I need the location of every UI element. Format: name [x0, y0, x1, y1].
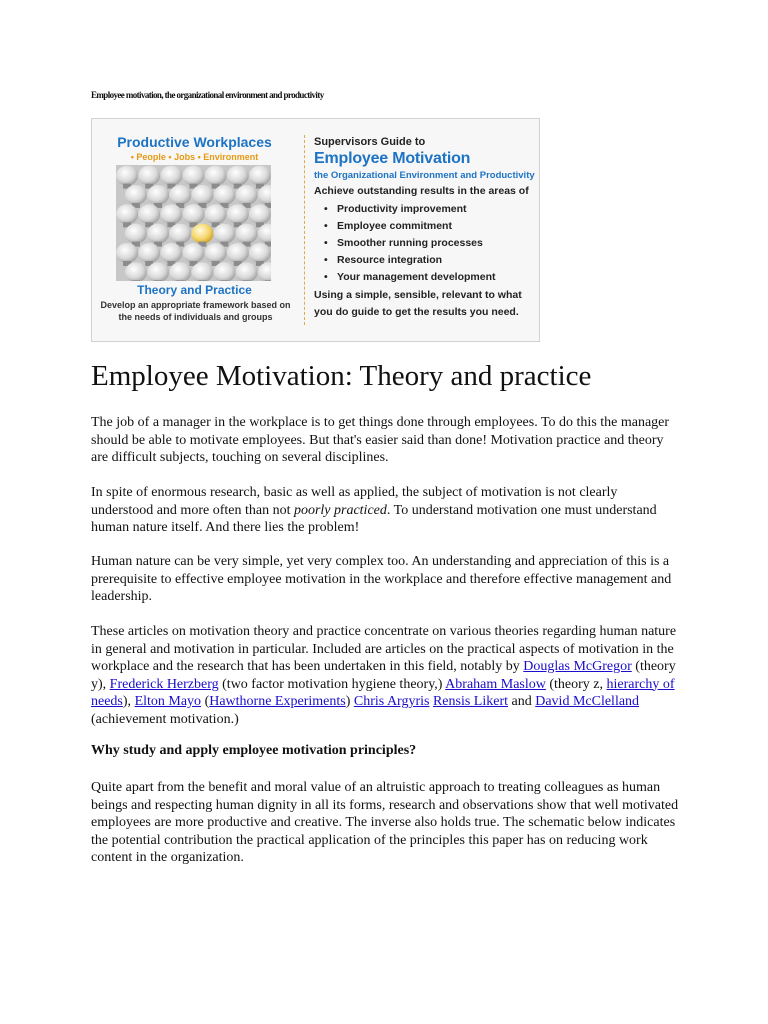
guide-banner	[91, 118, 540, 342]
paragraph-text: . To understand motivation one must understand human nature itself. And there lies the problem!	[91, 502, 657, 535]
bulb	[138, 166, 160, 186]
banner-guide-closing: Using a simple, sensible, relevant to what you do guide to get the results you need.	[314, 289, 522, 318]
section-heading: Why study and apply employee motivation principles?	[91, 743, 417, 758]
bulb	[169, 185, 191, 205]
lightbulbs-image	[116, 165, 271, 281]
bulb	[183, 166, 205, 186]
bulb-base	[221, 280, 229, 281]
bulb	[205, 243, 227, 263]
bulb	[160, 166, 182, 186]
banner-guide-subtitle: the Organizational Environment and Productivity	[314, 170, 535, 181]
paragraph-why-study: Quite apart from the benefit and moral value of an altruistic approach to treating colleagues as human beings and respecting human dignity in all its forms, research and observations show that well motivated employees are more productive and creative. The inverse also holds true. The schematic below indicates the potential contribution the practical application of the principles this paper has on reducing work content in the organization.	[91, 780, 679, 865]
bulb	[205, 204, 227, 224]
paragraph-text: These articles on motivation theory and practice concentrate on various theories regarding human nature in general and motivation in particular. Included are articles on the practical aspects of motivation in the workplace and the research that has been undertaken in this field, notably by	[91, 624, 677, 674]
paragraph-text: (theory y),	[91, 659, 676, 692]
bulb	[138, 204, 160, 224]
bulb	[169, 224, 191, 244]
bulb-base	[154, 280, 162, 281]
banner-bullet: • Productivity improvement	[314, 201, 496, 218]
bulb	[214, 185, 236, 205]
paragraph-research	[91, 484, 681, 537]
main-heading: Employee Motivation: Theory and practice	[91, 360, 592, 392]
link-chris-argyris[interactable]: Chris Argyris	[353, 694, 430, 709]
bulb	[205, 166, 227, 186]
banner-bullet: • Smoother running processes	[314, 235, 496, 252]
bulb	[236, 185, 258, 205]
bulb	[227, 166, 249, 186]
bulb	[147, 185, 169, 205]
banner-right-panel	[314, 119, 538, 341]
banner-left-panel	[92, 119, 297, 341]
glowing-bulb	[191, 224, 213, 244]
bulb	[138, 243, 160, 263]
paragraph-text: (	[201, 694, 210, 709]
paragraph-human-nature: Human nature can be very simple, yet very complex too. An understanding and appreciation of this is a prerequisite to effective employee motivation in the workplace and therefore effective management and leadership.	[91, 554, 672, 604]
banner-left-subtitle: • People • Jobs • Environment	[130, 152, 259, 162]
paragraph-text: ),	[122, 694, 135, 709]
banner-left-title: Productive Workplaces	[117, 134, 272, 150]
paragraph-text: and	[508, 694, 536, 709]
link-frederick-herzberg[interactable]: Frederick Herzberg	[109, 676, 219, 692]
paragraph-text: (two factor motivation hygiene theory,)	[218, 676, 446, 692]
bulb-base	[198, 280, 206, 281]
bulb	[116, 243, 138, 263]
bulb-base	[132, 280, 140, 281]
bulb	[249, 204, 271, 224]
bulb	[249, 243, 271, 263]
banner-guide-intro: Achieve outstanding results in the areas of	[314, 185, 529, 197]
bulb	[160, 204, 182, 224]
banner-bullet: • Resource integration	[314, 252, 496, 269]
banner-guide-title: Employee Motivation	[314, 150, 471, 167]
bulb	[147, 224, 169, 244]
bulb	[214, 224, 236, 244]
emphasis-text: poorly practiced	[293, 502, 387, 518]
bulb	[236, 224, 258, 244]
paragraph-text: (achievement motivation.)	[91, 711, 239, 727]
bulb	[191, 185, 213, 205]
bulb	[125, 224, 147, 244]
link-hawthorne-experiments[interactable]: Hawthorne Experiments	[209, 694, 346, 709]
paragraph-text: In spite of enormous research, basic as well as applied, the subject of motivation is not clearly understood and more often than not	[91, 485, 618, 518]
paragraph-text: (theory z,	[545, 676, 607, 692]
banner-bullet: • Employee commitment	[314, 218, 496, 235]
bulb	[116, 204, 138, 224]
link-hierarchy-of-needs[interactable]: hierarchy of needs	[91, 676, 675, 709]
bulb	[160, 243, 182, 263]
bulb-base	[176, 280, 184, 281]
link-rensis-likert[interactable]: Rensis Likert	[432, 694, 509, 709]
banner-bullet-list	[314, 201, 496, 286]
paragraph-text: )	[345, 694, 354, 709]
paragraph-intro: The job of a manager in the workplace is to get things done through employees. To do this the manager should be able to motivate employees. But that's easier said than done! Motivation practice and theory are difficult subjects, touching on several disciplines.	[91, 415, 670, 465]
link-abraham-maslow[interactable]: Abraham Maslow	[445, 676, 546, 692]
banner-left-description: Develop an appropriate framework based on the needs of individuals and groups	[100, 300, 291, 322]
link-douglas-mcgregor[interactable]: Douglas McGregor	[523, 659, 632, 674]
bulb	[183, 243, 205, 263]
bulb	[116, 166, 138, 186]
banner-guide-label: Supervisors Guide to	[314, 136, 426, 148]
banner-bullet: • Your management development	[314, 269, 496, 286]
banner-left-heading: Theory and Practice	[137, 283, 252, 297]
link-elton-mayo[interactable]: Elton Mayo	[134, 694, 202, 709]
bulb	[249, 166, 271, 186]
banner-divider	[304, 135, 305, 325]
bulb-base	[243, 280, 251, 281]
paragraph-articles	[91, 623, 681, 728]
bulb-base	[265, 280, 271, 281]
bulb	[227, 204, 249, 224]
bulb	[227, 243, 249, 263]
bulb	[183, 204, 205, 224]
bulb	[125, 185, 147, 205]
link-david-mcclelland[interactable]: David McClelland	[535, 694, 640, 709]
document-title: Employee motivation, the organizational environment and productivity	[91, 90, 324, 100]
